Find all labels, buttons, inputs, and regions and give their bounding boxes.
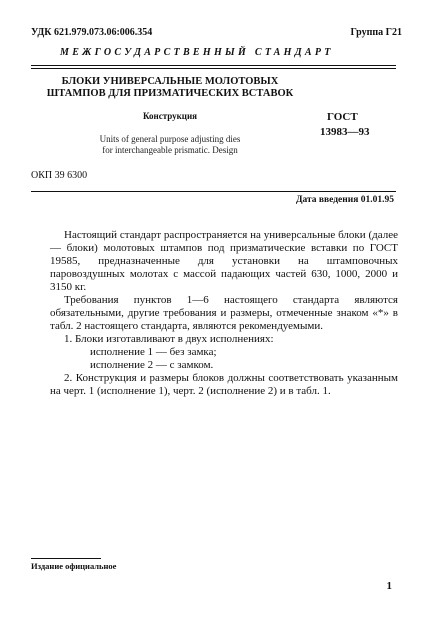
group-code: Группа Г21	[350, 27, 402, 38]
english-title	[40, 134, 300, 156]
footer-rule	[31, 558, 101, 559]
body-paragraph-scope: Настоящий стандарт распространяется на универсальные блоки (далее — блоки) молотовых штампов под призматические вставки по ГОСТ 19585, предназначенные для установки на штамповочных паровоздушных молотах с массой падающих частей 630, 1000, 2000 и 3150 кг.	[50, 229, 398, 293]
header-rule-bottom	[31, 68, 396, 69]
gost-number: 13983—93	[320, 126, 370, 138]
section-rule	[31, 191, 396, 192]
document-body	[50, 229, 398, 398]
standard-type-heading: МЕЖГОСУДАРСТВЕННЫЙ СТАНДАРТ	[60, 47, 334, 58]
body-item-1-variant-2: исполнение 2 — с замком.	[90, 359, 214, 371]
english-title-line-2: for interchangeable prismatic. Design	[102, 145, 238, 155]
body-paragraph-requirements: Требования пунктов 1—6 настоящего стандарта являются обязательными, другие требования и размеры, отмеченные знаком «*» в табл. 2 настоящего стандарта, являются рекомендуемыми.	[50, 294, 398, 332]
body-item-1: 1. Блоки изготавливают в двух исполнениях:	[64, 333, 274, 345]
document-subtitle: Конструкция	[142, 111, 198, 121]
body-item-1-variant-1: исполнение 1 — без замка;	[90, 346, 217, 358]
page-number: 1	[386, 580, 392, 592]
udk-code: УДК 621.979.073.06:006.354	[31, 27, 153, 38]
document-title-line-1: БЛОКИ УНИВЕРСАЛЬНЫЕ МОЛОТОВЫХ	[61, 76, 279, 87]
english-title-line-1: Units of general purpose adjusting dies	[99, 134, 241, 144]
body-item-2: 2. Конструкция и размеры блоков должны соответствовать указанным на черт. 1 (исполнение 1), черт. 2 (исполнение 2) и в табл. 1.	[50, 372, 398, 397]
header-rule-top	[31, 65, 396, 66]
okp-code: ОКП 39 6300	[31, 170, 88, 181]
document-title	[45, 76, 295, 100]
document-title-line-2: ШТАМПОВ ДЛЯ ПРИЗМАТИЧЕСКИХ ВСТАВОК	[46, 88, 294, 99]
effective-date: Дата введения 01.01.95	[295, 195, 394, 205]
gost-label: ГОСТ	[327, 111, 358, 123]
edition-note: Издание официальное	[31, 561, 117, 571]
